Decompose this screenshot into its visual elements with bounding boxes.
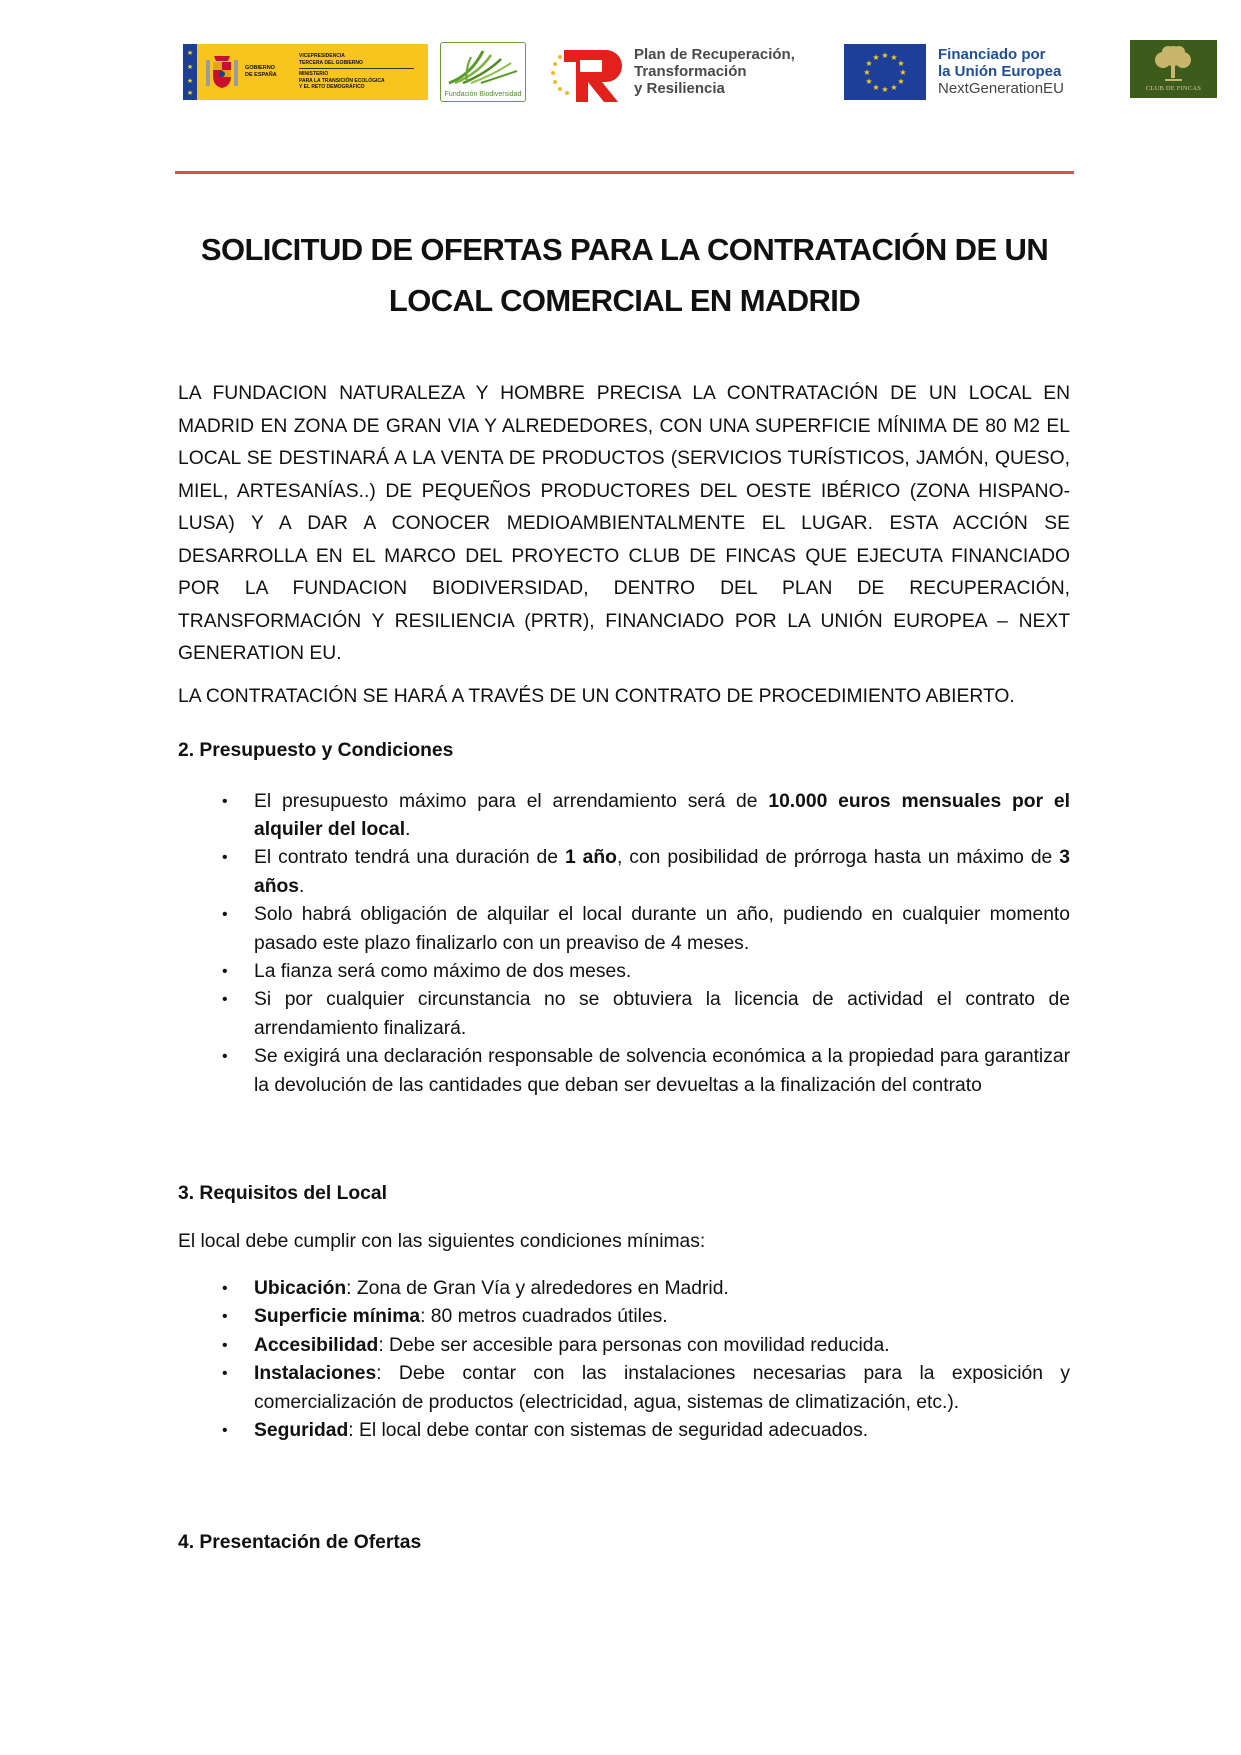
- section-3-intro: El local debe cumplir con las siguientes condiciones mínimas:: [178, 1231, 706, 1253]
- bullet-icon: •: [222, 962, 228, 980]
- document-body: [178, 378, 1070, 1560]
- max-duration-value: 3 años: [254, 847, 1070, 897]
- prtr-line-1: Plan de Recuperación,: [634, 46, 795, 63]
- list-item: • Si por cualquier circunstancia no se obtuviera la licencia de actividad el contrato de arrendamiento finalizará.: [178, 986, 1070, 1043]
- gobierno-line-2: DE ESPAÑA: [245, 72, 277, 78]
- club-de-fincas-label: CLUB DE FINCAS: [1145, 85, 1202, 92]
- svg-text:★: ★: [881, 85, 889, 94]
- list-item: • Seguridad: El local debe contar con sistemas de seguridad adecuados.: [178, 1417, 1070, 1445]
- prtr-mark-icon: [548, 42, 628, 104]
- ministerio-line-3: Y EL RETO DEMOGRÁFICO: [299, 84, 365, 91]
- eu-funding-logo: [844, 44, 1094, 100]
- eu-stars-strip-icon: ★ ★ ★ ★: [183, 44, 197, 100]
- bullet-icon: •: [222, 906, 228, 924]
- bullet-icon: •: [222, 1422, 228, 1439]
- duration-value: 1 año: [564, 847, 617, 869]
- section-3-list: [178, 1275, 1070, 1445]
- prtr-line-3: y Resiliencia: [634, 80, 725, 97]
- title-line-2: LOCAL COMERCIAL EN MADRID: [388, 283, 861, 318]
- gobierno-espana-logo: [183, 44, 428, 100]
- fundacion-biodiversidad-logo: [440, 42, 526, 102]
- list-item: • Accesibilidad: Debe ser accesible para personas con movilidad reducida.: [178, 1332, 1070, 1360]
- title-line-1: SOLICITUD DE OFERTAS PARA LA CONTRATACIÓN DE UN: [200, 232, 1049, 267]
- svg-text:★: ★: [872, 83, 880, 92]
- section-3-heading: 3. Requisitos del Local: [178, 1182, 387, 1204]
- list-item: • El contrato tendrá una duración de 1 año, con posibilidad de prórroga hasta un máximo de 3 años.: [178, 844, 1070, 901]
- svg-text:★: ★: [897, 77, 905, 86]
- prtr-line-2: Transformación: [634, 63, 747, 80]
- eu-flag-icon: [844, 44, 926, 100]
- bullet-icon: •: [222, 1365, 228, 1383]
- list-item: • La fianza será como máximo de dos meses.: [178, 958, 1070, 986]
- prtr-logo: [548, 42, 828, 104]
- svg-text:★: ★: [890, 53, 898, 62]
- gobierno-line-1: GOBIERNO: [245, 65, 275, 71]
- ministry-divider: [299, 68, 414, 69]
- svg-text:★: ★: [899, 68, 907, 77]
- grass-icon: [441, 45, 524, 87]
- page-header: [0, 40, 1241, 110]
- ministerio-line-2: PARA LA TRANSICIÓN ECOLÓGICA: [299, 77, 385, 84]
- document-title: [175, 224, 1074, 326]
- vicepresidencia-line-1: VICEPRESIDENCIA: [299, 53, 345, 60]
- svg-text:★: ★: [865, 59, 873, 68]
- fundacion-biodiversidad-label: Fundación Biodiversidad: [444, 91, 522, 98]
- section-4-heading: 4. Presentación de Ofertas: [178, 1532, 422, 1554]
- list-item: • Superficie mínima: 80 metros cuadrados útiles.: [178, 1303, 1070, 1331]
- list-item: • El presupuesto máximo para el arrendamiento será de 10.000 euros mensuales por el alquiler del local.: [178, 788, 1070, 845]
- list-item: • Se exigirá una declaración responsable de solvencia económica a la propiedad para garantizar la devolución de las cantidades que deban ser devueltas a la finalización del contrato: [178, 1043, 1070, 1100]
- bullet-icon: •: [222, 1308, 228, 1326]
- tree-icon: [1130, 42, 1217, 86]
- list-item: • Ubicación: Zona de Gran Vía y alrededores en Madrid.: [178, 1275, 1070, 1303]
- svg-text:★: ★: [890, 83, 898, 92]
- bullet-icon: •: [222, 1048, 228, 1066]
- budget-amount: 10.000 euros mensuales por el alquiler del local: [254, 790, 1070, 840]
- list-item: • Solo habrá obligación de alquilar el local durante un año, pudiendo en cualquier momento pasado este plazo finalizarlo con un preaviso de 4 meses.: [178, 901, 1070, 958]
- eu-line-2: la Unión Europea: [938, 63, 1062, 80]
- ministerio-line-1: MINISTERIO: [299, 71, 329, 78]
- list-item: • Instalaciones: Debe contar con las instalaciones necesarias para la exposición y comercialización de productos (electricidad, agua, sistemas de climatización, etc.).: [178, 1360, 1070, 1417]
- eu-line-3: NextGenerationEU: [938, 80, 1064, 97]
- bullet-icon: •: [222, 1336, 228, 1354]
- club-de-fincas-logo: [1130, 40, 1217, 98]
- procedure-paragraph: LA CONTRATACIÓN SE HARÁ A TRAVÉS DE UN CONTRATO DE PROCEDIMIENTO ABIERTO.: [178, 685, 1015, 707]
- intro-paragraph: LA FUNDACION NATURALEZA Y HOMBRE PRECISA LA CONTRATACIÓN DE UN LOCAL EN MADRID EN ZONA DE GRAN VIA Y ALREDEDORES, CON UNA SUPERFICIE MÍNIMA DE 80 M2 EL LOCAL SE DESTINARÁ A LA VENTA DE PRODUCTOS (SERVICIOS TURÍSTICOS, JAMÓN, QUESO, MIEL, ARTESANÍAS..) DE PEQUEÑOS PRODUCTORES DEL OESTE IBÉRICO (ZONA HISPANO-LUSA) Y A DAR A CONOCER MEDIOAMBIENTALMENTE EL LUGAR. ESTA ACCIÓN SE DESARROLLA EN EL MARCO DEL PROYECTO CLUB DE FINCAS QUE EJECUTA FINANCIADO POR LA FUNDACION BIODIVERSIDAD, DENTRO DEL PLAN DE RECUPERACIÓN, TRANSFORMACIÓN Y RESILIENCIA (PRTR), FINANCIADO POR LA UNIÓN EUROPEA – NEXT GENERATION EU.: [178, 383, 1070, 664]
- svg-text:★: ★: [881, 51, 889, 60]
- header-divider: [175, 171, 1074, 174]
- svg-text:★: ★: [863, 68, 871, 77]
- coat-of-arms-icon: [205, 50, 239, 94]
- bullet-icon: •: [222, 991, 228, 1009]
- svg-text:★: ★: [865, 77, 873, 86]
- vicepresidencia-line-2: TERCERA DEL GOBIERNO: [299, 59, 363, 66]
- bullet-icon: •: [222, 792, 228, 810]
- section-2-heading: 2. Presupuesto y Condiciones: [178, 740, 454, 761]
- bullet-icon: •: [222, 849, 228, 867]
- eu-line-1: Financiado por: [938, 46, 1046, 63]
- bullet-icon: •: [222, 1279, 228, 1297]
- section-2-list: [178, 788, 1070, 1100]
- svg-text:★: ★: [897, 59, 905, 68]
- svg-text:★: ★: [872, 53, 880, 62]
